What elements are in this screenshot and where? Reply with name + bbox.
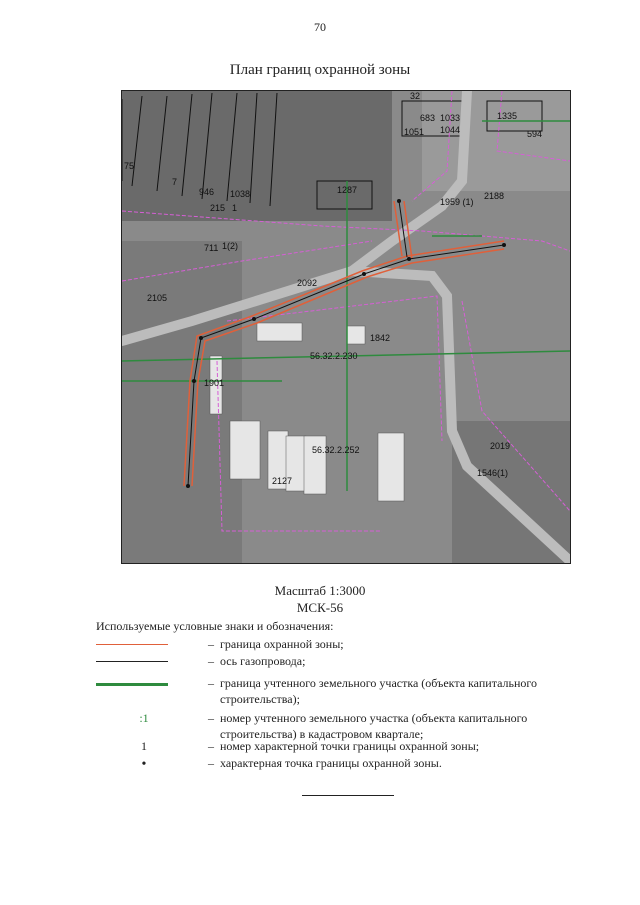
point-number-symbol: 1 — [141, 739, 147, 753]
legend-symbol — [96, 710, 171, 726]
map-label: 1051 — [404, 127, 425, 137]
plot-number-symbol: :1 — [139, 711, 149, 725]
map-label: 594 — [527, 129, 543, 139]
field-left — [122, 241, 242, 563]
legend-symbol — [96, 636, 171, 652]
legend-text: характерная точка границы охранной зоны. — [220, 756, 442, 770]
map-label: 1959 (1) — [440, 197, 474, 207]
map-label: 2105 — [147, 293, 168, 303]
map-label: 1038 — [230, 189, 251, 199]
legend-heading: Используемые условные знаки и обозначения: — [96, 619, 334, 633]
map-view[interactable] — [121, 90, 571, 564]
map-canvas — [122, 91, 570, 563]
page-number: 70 — [314, 20, 326, 34]
map-label: 56.32.2.230 — [310, 351, 358, 361]
map-label: 2188 — [484, 191, 505, 201]
map-label: 32 — [410, 91, 421, 101]
legend-symbol — [96, 675, 171, 691]
legend-text: ось газопровода; — [220, 654, 306, 668]
map-label: 711 — [204, 243, 219, 253]
map-label: 7 — [172, 177, 178, 187]
point-dot-icon: • — [141, 757, 147, 772]
legend-symbol — [96, 755, 171, 771]
map-label: 2127 — [272, 476, 293, 486]
legend-text: номер характерной точки границы охранной зоны; — [220, 739, 480, 753]
map-label: 946 — [199, 187, 215, 197]
protection-zone-line-symbol — [96, 644, 168, 645]
map-label: 2019 — [490, 441, 511, 451]
map-label: 1(2) — [222, 241, 239, 251]
map-label: 1287 — [337, 185, 358, 195]
map-label: 683 — [420, 113, 436, 123]
map-label: 1546(1) — [477, 468, 509, 478]
land-plot-line-symbol — [96, 683, 168, 686]
map-label: 56.32.2.252 — [312, 445, 360, 455]
legend-text: номер учтенного земельного участка (объекта капитального строительства) в кадастровом квартале; — [220, 711, 528, 741]
map-scale: Масштаб 1:3000 — [274, 583, 366, 598]
map-label: 1033 — [440, 113, 461, 123]
map-label: 1 — [232, 203, 238, 213]
map-label: 1842 — [370, 333, 391, 343]
legend-symbol — [96, 653, 171, 669]
page-title: План границ охранной зоны — [229, 62, 411, 78]
map-label: 2092 — [297, 278, 318, 288]
map-label: 215 — [210, 203, 226, 213]
map-label: 1044 — [440, 125, 461, 135]
field-dark — [122, 91, 392, 221]
map-label: 1901 — [204, 378, 225, 388]
footer-line — [302, 795, 394, 796]
coordinate-system: МСК-56 — [296, 600, 344, 615]
legend-text: граница учтенного земельного участка (объекта капитального строительства); — [220, 676, 538, 706]
legend-symbol — [96, 738, 171, 754]
pipeline-axis-line-symbol — [96, 661, 168, 662]
map-label: 1335 — [497, 111, 518, 121]
settlement-area — [422, 91, 570, 191]
legend-text: граница охранной зоны; — [220, 637, 344, 651]
map-label: 75 — [124, 161, 135, 171]
